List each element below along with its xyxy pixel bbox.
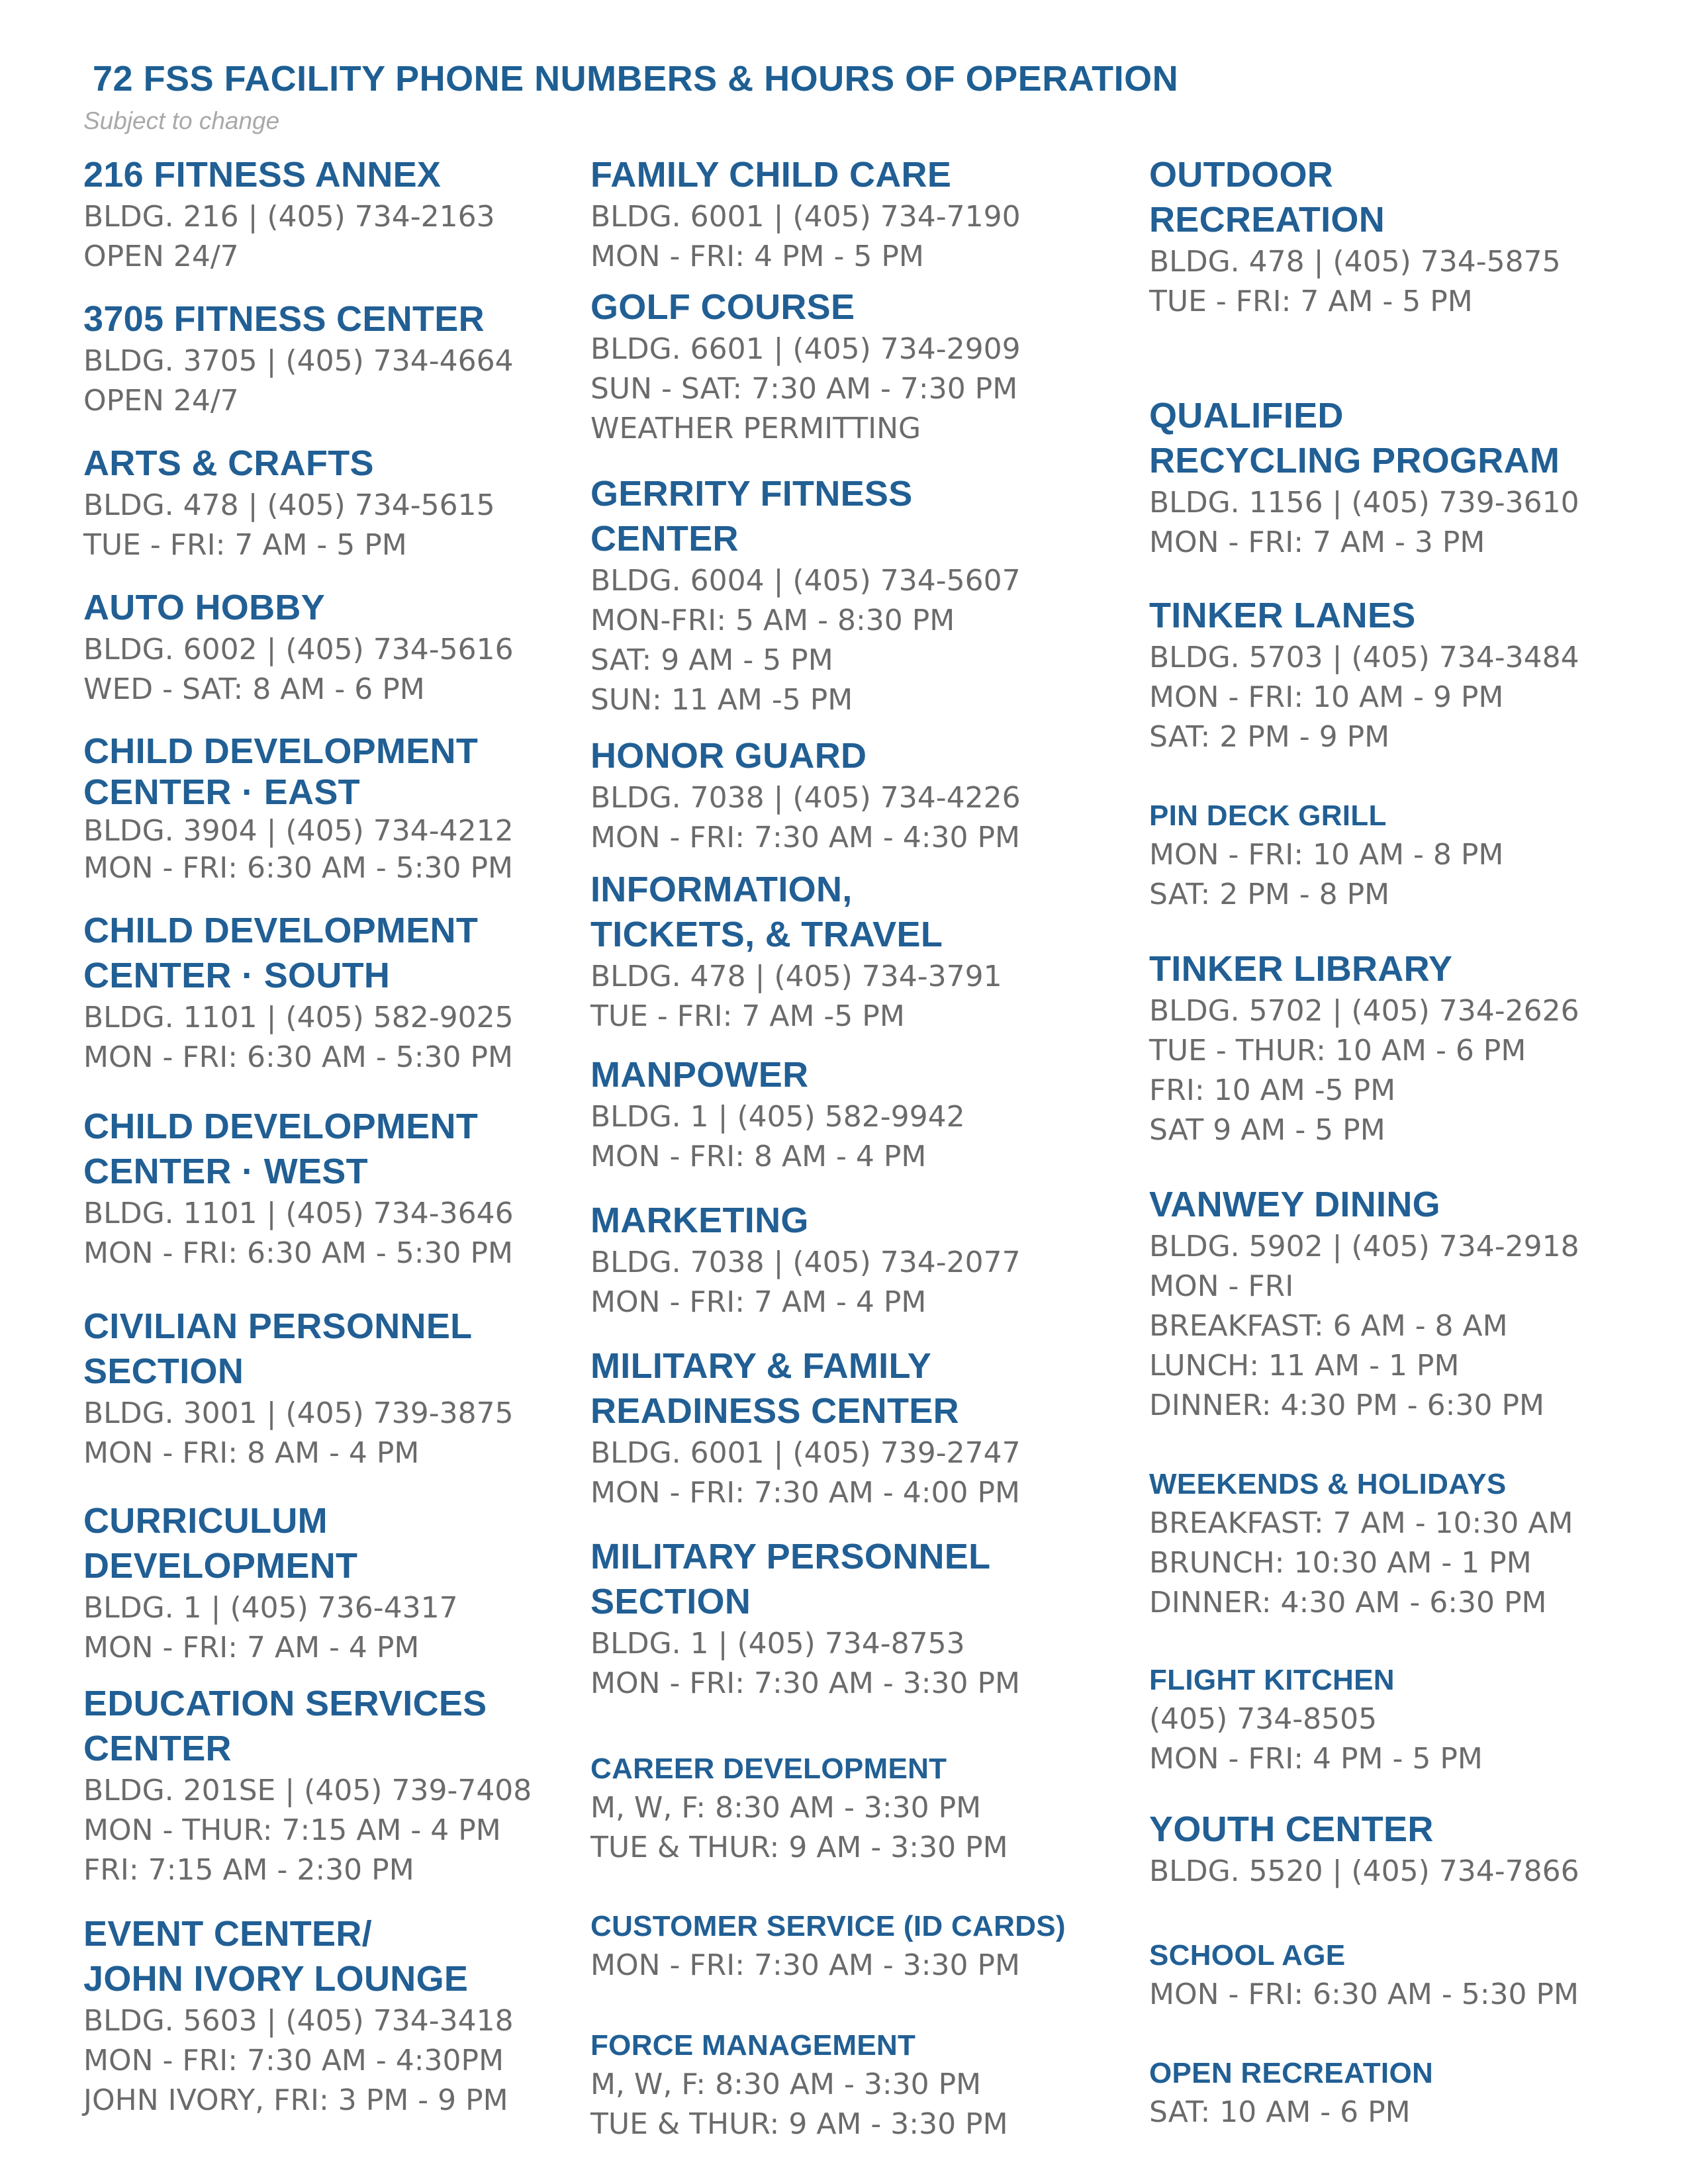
facility-hours: TUE - FRI: 7 AM - 5 PM [83, 528, 407, 562]
facility-name: CURRICULUM [83, 1501, 328, 1541]
facility-honor-guard [590, 733, 1021, 858]
facility-hours: MON - FRI: 7:30 AM - 3:30 PM [590, 1666, 1021, 1700]
facility-hours: SAT: 2 PM - 9 PM [1149, 720, 1390, 754]
facility-itt [590, 867, 1002, 1036]
facility-name: SECTION [590, 1582, 751, 1621]
facility-name: CAREER DEVELOPMENT [590, 1752, 947, 1785]
facility-name: AUTO HOBBY [83, 588, 326, 627]
facility-hours: MON - FRI: 7:30 AM - 4:30 PM [590, 821, 1021, 854]
facility-hours: MON - FRI: 10 AM - 9 PM [1149, 680, 1504, 714]
facility-name: CENTER · WEST [83, 1152, 368, 1191]
facility-mfrc [590, 1343, 1021, 1513]
facility-hours: SAT 9 AM - 5 PM [1149, 1113, 1385, 1147]
facility-name: FAMILY CHILD CARE [590, 155, 952, 195]
facility-contact: BLDG. 6004 | (405) 734-5607 [590, 564, 1021, 598]
facility-hours: FRI: 10 AM -5 PM [1149, 1073, 1396, 1107]
facility-name: WEEKENDS & HOLIDAYS [1149, 1468, 1507, 1500]
facility-contact: BLDG. 3001 | (405) 739-3875 [83, 1396, 514, 1430]
facility-name: 3705 FITNESS CENTER [83, 299, 485, 339]
facility-hours: MON - FRI: 6:30 AM - 5:30 PM [1149, 1978, 1579, 2011]
facility-name: OUTDOOR [1149, 155, 1334, 195]
facility-hours: DINNER: 4:30 PM - 6:30 PM [1149, 1388, 1544, 1422]
facility-hours: SAT: 10 AM - 6 PM [1149, 2095, 1411, 2129]
facility-name: JOHN IVORY LOUNGE [83, 1959, 469, 1999]
facility-contact: BLDG. 478 | (405) 734-5875 [1149, 245, 1561, 279]
facility-name: TINKER LIBRARY [1149, 949, 1453, 989]
facility-name: CHILD DEVELOPMENT [83, 731, 479, 771]
facility-name: RECREATION [1149, 200, 1385, 240]
facility-hours: WED - SAT: 8 AM - 6 PM [83, 672, 425, 706]
facility-name: CENTER [590, 519, 739, 559]
facility-216-fitness-annex [83, 152, 495, 277]
facility-family-child-care [590, 152, 1021, 277]
facility-name: 216 FITNESS ANNEX [83, 155, 442, 195]
facility-contact: BLDG. 201SE | (405) 739-7408 [83, 1774, 532, 1807]
facility-hours: SAT: 2 PM - 8 PM [1149, 878, 1390, 911]
facility-name: EDUCATION SERVICES [83, 1684, 487, 1723]
facility-hours: LUNCH: 11 AM - 1 PM [1149, 1349, 1460, 1383]
facility-hours: OPEN 24/7 [83, 240, 239, 273]
facility-contact: BLDG. 6601 | (405) 734-2909 [590, 332, 1021, 366]
facility-civilian-personnel [83, 1304, 514, 1473]
facility-name: QUALIFIED [1149, 396, 1344, 435]
facility-cdc-east [83, 731, 514, 887]
facility-open-recreation [1149, 2054, 1433, 2132]
facility-name: ARTS & CRAFTS [83, 443, 374, 483]
facility-name: SCHOOL AGE [1149, 1939, 1346, 1972]
facility-hours: MON - FRI: 10 AM - 8 PM [1149, 838, 1504, 872]
facility-cdc-west [83, 1104, 514, 1273]
facility-contact: BLDG. 6002 | (405) 734-5616 [83, 633, 514, 666]
facility-hours: MON - FRI: 7 AM - 4 PM [83, 1631, 420, 1664]
facility-hours: SAT: 9 AM - 5 PM [590, 643, 833, 677]
facility-hours: MON - FRI: 6:30 AM - 5:30 PM [83, 1040, 514, 1074]
facility-recycling-program [1149, 393, 1579, 563]
facility-education-services [83, 1681, 532, 1890]
facility-hours: BREAKFAST: 7 AM - 10:30 AM [1149, 1506, 1573, 1540]
facility-manpower [590, 1052, 965, 1177]
facility-name: READINESS CENTER [590, 1391, 959, 1431]
facility-hours: MON - THUR: 7:15 AM - 4 PM [83, 1813, 501, 1847]
facility-name: MARKETING [590, 1201, 809, 1240]
facility-contact: BLDG. 1 | (405) 582-9942 [590, 1100, 965, 1134]
facility-contact: BLDG. 5702 | (405) 734-2626 [1149, 994, 1579, 1028]
facility-hours: BREAKFAST: 6 AM - 8 AM [1149, 1309, 1508, 1343]
facility-hours: MON - FRI: 7:30 AM - 4:00 PM [590, 1476, 1021, 1510]
facility-contact: BLDG. 5520 | (405) 734-7866 [1149, 1854, 1579, 1888]
facility-name: INFORMATION, [590, 870, 853, 909]
facility-name: FORCE MANAGEMENT [590, 2029, 916, 2062]
facility-contact: BLDG. 5603 | (405) 734-3418 [83, 2004, 514, 2038]
facility-name: CENTER · EAST [83, 772, 360, 812]
page-title: 72 FSS FACILITY PHONE NUMBERS & HOURS OF OPERATION [93, 59, 1179, 99]
facility-hours: DINNER: 4:30 AM - 6:30 PM [1149, 1586, 1547, 1619]
facility-hours: M, W, F: 8:30 AM - 3:30 PM [590, 2068, 982, 2101]
facility-weekends-holidays [1149, 1465, 1573, 1623]
facility-contact: (405) 734-8505 [1149, 1702, 1378, 1736]
facility-cdc-south [83, 908, 514, 1077]
facility-hours: MON - FRI: 8 AM - 4 PM [83, 1436, 420, 1470]
facility-note: WEATHER PERMITTING [590, 412, 921, 445]
facility-contact: BLDG. 1 | (405) 736-4317 [83, 1591, 458, 1625]
facility-name: CENTER [83, 1729, 232, 1768]
facility-name: RECYCLING PROGRAM [1149, 441, 1560, 480]
facility-contact: BLDG. 7038 | (405) 734-2077 [590, 1246, 1021, 1279]
facility-name: CUSTOMER SERVICE (ID CARDS) [590, 1910, 1066, 1942]
facility-name: MANPOWER [590, 1055, 809, 1095]
facility-name: SECTION [83, 1351, 244, 1391]
facility-hours: MON - FRI: 8 AM - 4 PM [590, 1140, 927, 1173]
facility-contact: BLDG. 478 | (405) 734-5615 [83, 488, 495, 522]
facility-hours: TUE & THUR: 9 AM - 3:30 PM [590, 2107, 1008, 2141]
facility-name: DEVELOPMENT [83, 1546, 358, 1586]
facility-name: MILITARY PERSONNEL [590, 1537, 991, 1576]
facility-contact: BLDG. 3705 | (405) 734-4664 [83, 344, 514, 378]
facility-customer-service [590, 1907, 1066, 1985]
facility-hours: MON - FRI: 6:30 AM - 5:30 PM [83, 851, 514, 885]
facility-golf-course [590, 285, 1021, 449]
facility-flight-kitchen [1149, 1661, 1483, 1779]
facility-hours: TUE - THUR: 10 AM - 6 PM [1149, 1034, 1526, 1068]
facility-hours: SUN: 11 AM -5 PM [590, 683, 853, 717]
facility-name: HONOR GUARD [590, 736, 867, 776]
facility-contact: BLDG. 1101 | (405) 582-9025 [83, 1001, 514, 1034]
facility-pin-deck-grill [1149, 797, 1503, 915]
facility-force-management [590, 2026, 1008, 2144]
facility-name: EVENT CENTER/ [83, 1914, 372, 1954]
facility-contact: BLDG. 1101 | (405) 734-3646 [83, 1197, 514, 1230]
facility-contact: BLDG. 7038 | (405) 734-4226 [590, 781, 1021, 815]
facility-gerrity-fitness [590, 471, 1021, 720]
facility-name: CHILD DEVELOPMENT [83, 911, 479, 950]
facility-contact: BLDG. 6001 | (405) 739-2747 [590, 1436, 1021, 1470]
facility-hours: MON - FRI: 7:30 AM - 3:30 PM [590, 1948, 1021, 1982]
facility-hours: SUN - SAT: 7:30 AM - 7:30 PM [590, 372, 1018, 406]
facility-contact: BLDG. 1 | (405) 734-8753 [590, 1627, 965, 1661]
facility-name: CIVILIAN PERSONNEL [83, 1306, 473, 1346]
facility-hours: MON - FRI: 7 AM - 4 PM [590, 1285, 927, 1319]
facility-hours: M, W, F: 8:30 AM - 3:30 PM [590, 1791, 982, 1825]
facility-name: YOUTH CENTER [1149, 1809, 1434, 1849]
facility-hours: TUE - FRI: 7 AM - 5 PM [1149, 285, 1473, 318]
facility-tinker-library [1149, 946, 1579, 1150]
facility-name: VANWEY DINING [1149, 1185, 1440, 1224]
facility-youth-center [1149, 1807, 1579, 1891]
facility-hours: JOHN IVORY, FRI: 3 PM - 9 PM [83, 2083, 508, 2117]
facility-name: MILITARY & FAMILY [590, 1346, 932, 1386]
facility-hours: MON - FRI: 4 PM - 5 PM [590, 240, 924, 273]
facility-hours: OPEN 24/7 [83, 384, 239, 418]
facility-hours: MON - FRI: 7 AM - 3 PM [1149, 525, 1485, 559]
facility-hours: TUE - FRI: 7 AM -5 PM [590, 999, 905, 1033]
page-subtitle: Subject to change [83, 107, 280, 134]
facility-name: TICKETS, & TRAVEL [590, 915, 943, 954]
facility-hours: MON - FRI: 6:30 AM - 5:30 PM [83, 1236, 514, 1270]
facility-auto-hobby [83, 585, 514, 709]
facility-3705-fitness-center [83, 296, 514, 421]
facility-school-age [1149, 1936, 1579, 2015]
facility-contact: BLDG. 216 | (405) 734-2163 [83, 200, 495, 234]
facility-hours: FRI: 7:15 AM - 2:30 PM [83, 1853, 414, 1887]
facility-hours: TUE & THUR: 9 AM - 3:30 PM [590, 1831, 1008, 1864]
facility-contact: BLDG. 3904 | (405) 734-4212 [83, 814, 514, 848]
facility-tinker-lanes [1149, 593, 1579, 757]
facility-name: TINKER LANES [1149, 596, 1416, 635]
facility-name: CHILD DEVELOPMENT [83, 1107, 479, 1146]
facility-name: OPEN RECREATION [1149, 2057, 1434, 2089]
facility-career-development [590, 1750, 1008, 1868]
facility-hours: MON - FRI: 4 PM - 5 PM [1149, 1742, 1483, 1776]
facility-name: GOLF COURSE [590, 287, 855, 327]
facility-hours: MON - FRI [1149, 1269, 1294, 1303]
facility-name: PIN DECK GRILL [1149, 799, 1387, 832]
facility-curriculum-development [83, 1498, 458, 1668]
facility-hours: MON-FRI: 5 AM - 8:30 PM [590, 604, 955, 637]
facility-outdoor-recreation [1149, 152, 1561, 322]
facility-contact: BLDG. 1156 | (405) 739-3610 [1149, 486, 1579, 520]
facility-military-personnel [590, 1534, 1020, 1704]
facility-contact: BLDG. 5703 | (405) 734-3484 [1149, 641, 1579, 674]
facility-contact: BLDG. 478 | (405) 734-3791 [590, 960, 1002, 993]
facility-vanwey-dining [1149, 1182, 1579, 1426]
facility-name: FLIGHT KITCHEN [1149, 1664, 1395, 1696]
facility-arts-crafts [83, 441, 495, 565]
facility-contact: BLDG. 6001 | (405) 734-7190 [590, 200, 1021, 234]
facility-name: CENTER · SOUTH [83, 956, 391, 995]
facility-contact: BLDG. 5902 | (405) 734-2918 [1149, 1230, 1579, 1263]
facility-hours: BRUNCH: 10:30 AM - 1 PM [1149, 1546, 1532, 1580]
facility-name: GERRITY FITNESS [590, 474, 913, 514]
facility-marketing [590, 1198, 1021, 1322]
facility-event-center [83, 1911, 514, 2120]
facility-hours: MON - FRI: 7:30 AM - 4:30PM [83, 2044, 504, 2077]
